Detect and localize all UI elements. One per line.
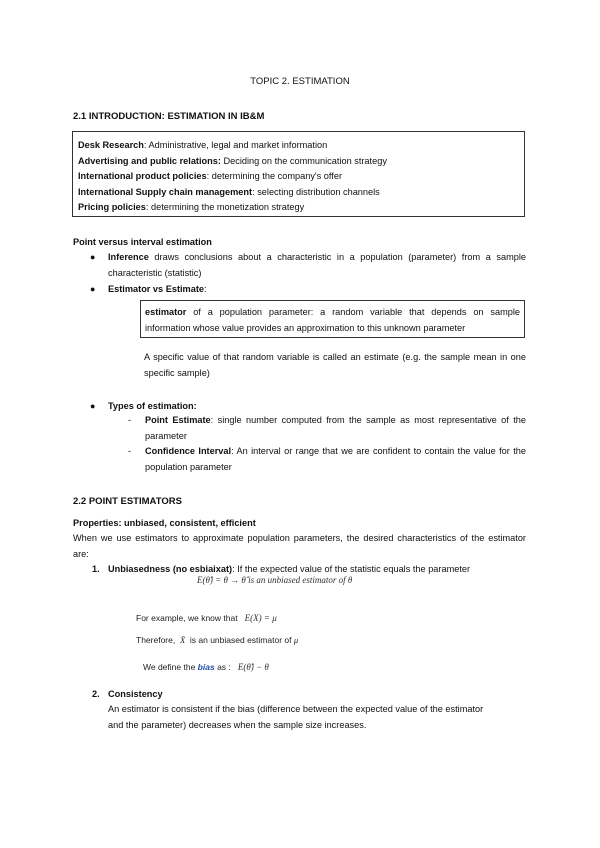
properties-subheading: Properties: unbiased, consistent, efficient (73, 518, 256, 528)
consistency-heading: Consistency (108, 689, 163, 699)
page-title: TOPIC 2. ESTIMATION (250, 76, 350, 87)
dash-marker: - (128, 446, 132, 456)
estimator-vs-estimate-label: Estimator vs Estimate: (108, 284, 207, 294)
example-line: For example, we know that E(X) = μ (136, 613, 277, 623)
bullet-icon: ● (90, 284, 96, 294)
section-heading-intro: 2.1 INTRODUCTION: ESTIMATION IN IB&M (73, 111, 265, 122)
unbiasedness-item: Unbiasedness (no esbiaixat): If the expected value of the statistic equals the parameter (108, 564, 471, 574)
box-line: International product policies: determining the company's offer (78, 171, 343, 181)
dash-marker: - (128, 415, 132, 425)
bullet-icon: ● (90, 252, 96, 262)
consistency-paragraph: An estimator is consistent if the bias (difference between the expected value of the estimator and the parameter) decreases when the sample size increases. (108, 704, 484, 730)
section-heading-point-estimators: 2.2 POINT ESTIMATORS (73, 496, 182, 507)
list-number: 2. (92, 689, 100, 699)
subheading-point-vs-interval: Point versus interval estimation (73, 237, 212, 247)
confidence-interval-item: Confidence Interval: An interval or range that we are confident to contain the value for the population parameter (145, 446, 526, 472)
intro-paragraph: When we use estimators to approximate population parameters, the desired characteristics of the estimator are: (73, 533, 526, 559)
box-line: Desk Research: Administrative, legal and market information (78, 140, 328, 150)
unbiased-formula: E(θ̂) = θ → θ̂ is an unbiased estimator of θ (197, 575, 353, 585)
bullet-icon: ● (90, 401, 96, 411)
box-line: International Supply chain management: selecting distribution channels (78, 186, 380, 197)
box-line: Advertising and public relations: Deciding on the communication strategy (78, 155, 387, 166)
point-estimate-item: Point Estimate: single number computed from the sample as most representative of the parameter (145, 415, 526, 441)
context-box (72, 131, 525, 217)
estimator-definition-box: estimator of a population parameter: a random variable that depends on sample information whose value provides an approximation to this unknown parameter (140, 300, 525, 338)
list-number: 1. (92, 564, 100, 574)
estimate-paragraph: A specific value of that random variable is called an estimate (e.g. the sample mean in one specific sample) (144, 352, 526, 378)
types-heading: Types of estimation: (108, 401, 197, 411)
box-line: Pricing policies: determining the monetization strategy (78, 202, 305, 212)
therefore-line: Therefore, X̄ is an unbiased estimator of μ (136, 635, 299, 645)
bias-definition-line: We define the bias as : E(θ̂) − θ (143, 662, 269, 672)
inference-paragraph: Inference draws conclusions about a characteristic in a population (parameter) from a sample characteristic (statistic) (108, 252, 526, 278)
